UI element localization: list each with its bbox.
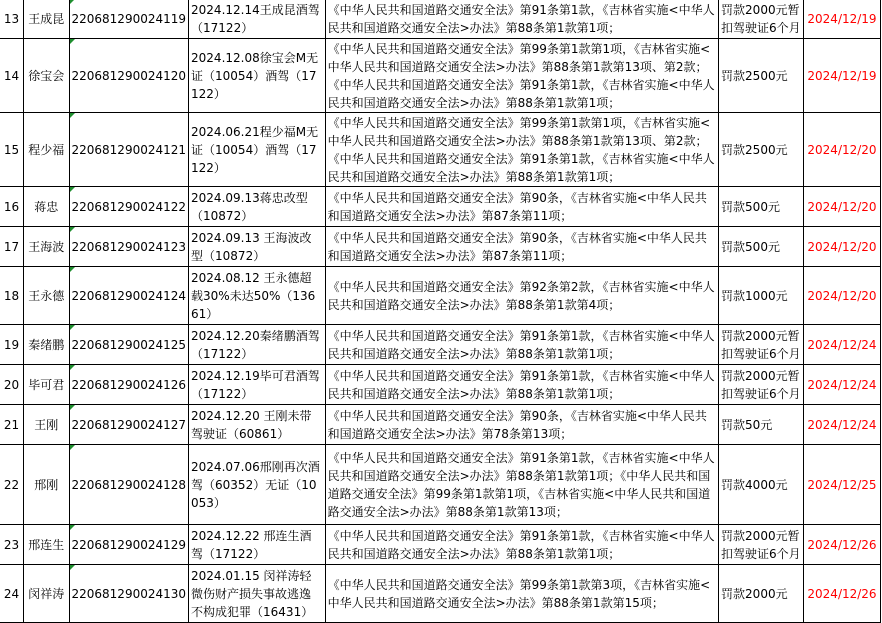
- person-name: 闵祥涛: [23, 565, 69, 623]
- person-name: 王成昆: [23, 0, 69, 39]
- row-number: 23: [0, 525, 23, 565]
- legal-basis: 《中华人民共和国道路交通安全法》第92条第2款，《吉林省实施<中华人民共和国道路交通安全法>办法》第88条第1款第4项；: [325, 267, 718, 325]
- decision-date: 2024/12/20: [804, 227, 881, 267]
- penalty: 罚款2000元暂扣驾驶证6个月: [719, 0, 804, 39]
- person-name: 秦绪鹏: [23, 325, 69, 365]
- case-description: 2024.12.22 邢连生酒驾（17122）: [189, 525, 326, 565]
- case-description: 2024.12.08徐宝会M无证（10054）酒驾（17122）: [189, 39, 326, 113]
- penalty: 罚款50元: [719, 405, 804, 445]
- record-id: 220681290024123: [69, 227, 189, 267]
- table-row: [0, 39, 881, 113]
- case-description: 2024.07.06邢刚再次酒驾（60352）无证（10053）: [189, 445, 326, 525]
- decision-date: 2024/12/25: [804, 445, 881, 525]
- decision-date: 2024/12/26: [804, 565, 881, 623]
- case-description: 2024.09.13 王海波改型（10872）: [189, 227, 326, 267]
- table-row: [0, 525, 881, 565]
- person-name: 王刚: [23, 405, 69, 445]
- legal-basis: 《中华人民共和国道路交通安全法》第91条第1款，《吉林省实施<中华人民共和国道路交通安全法>办法》第88条第1款第1项；: [325, 0, 718, 39]
- penalty: 罚款2000元暂扣驾驶证6个月: [719, 525, 804, 565]
- case-description: 2024.12.14王成昆酒驾（17122）: [189, 0, 326, 39]
- person-name: 王永德: [23, 267, 69, 325]
- row-number: 15: [0, 113, 23, 187]
- record-id: 220681290024119: [69, 0, 189, 39]
- penalty: 罚款2000元: [719, 565, 804, 623]
- table-row: [0, 0, 881, 39]
- legal-basis: 《中华人民共和国道路交通安全法》第91条第1款，《吉林省实施<中华人民共和国道路交通安全法>办法》第88条第1款第1项；: [325, 525, 718, 565]
- record-id: 220681290024122: [69, 187, 189, 227]
- legal-basis: 《中华人民共和国道路交通安全法》第91条第1款，《吉林省实施<中华人民共和国道路交通安全法>办法》第88条第1款第1项；: [325, 325, 718, 365]
- penalty: 罚款2500元: [719, 113, 804, 187]
- table-row: [0, 445, 881, 525]
- legal-basis: 《中华人民共和国道路交通安全法》第91条第1款，《吉林省实施<中华人民共和国道路交通安全法>办法》第88条第1款第1项；: [325, 365, 718, 405]
- penalty: 罚款500元: [719, 187, 804, 227]
- person-name: 毕可君: [23, 365, 69, 405]
- case-description: 2024.06.21程少福M无证（10054）酒驾（17122）: [189, 113, 326, 187]
- row-number: 22: [0, 445, 23, 525]
- penalty: 罚款2000元暂扣驾驶证6个月: [719, 325, 804, 365]
- penalty: 罚款4000元: [719, 445, 804, 525]
- table-row: [0, 405, 881, 445]
- decision-date: 2024/12/19: [804, 0, 881, 39]
- person-name: 蒋忠: [23, 187, 69, 227]
- person-name: 邢连生: [23, 525, 69, 565]
- record-id: 220681290024127: [69, 405, 189, 445]
- person-name: 程少福: [23, 113, 69, 187]
- row-number: 13: [0, 0, 23, 39]
- table-row: [0, 227, 881, 267]
- decision-date: 2024/12/24: [804, 365, 881, 405]
- table-row: [0, 365, 881, 405]
- decision-date: 2024/12/20: [804, 187, 881, 227]
- row-number: 16: [0, 187, 23, 227]
- row-number: 19: [0, 325, 23, 365]
- person-name: 王海波: [23, 227, 69, 267]
- record-id: 220681290024120: [69, 39, 189, 113]
- record-id: 220681290024128: [69, 445, 189, 525]
- case-description: 2024.12.20秦绪鹏酒驾（17122）: [189, 325, 326, 365]
- legal-basis: 《中华人民共和国道路交通安全法》第90条，《吉林省实施<中华人民共和国道路交通安全法>办法》第87条第11项；: [325, 187, 718, 227]
- case-description: 2024.09.13蒋忠改型（10872）: [189, 187, 326, 227]
- decision-date: 2024/12/24: [804, 405, 881, 445]
- person-name: 邢刚: [23, 445, 69, 525]
- record-id: 220681290024126: [69, 365, 189, 405]
- record-id: 220681290024124: [69, 267, 189, 325]
- record-id: 220681290024129: [69, 525, 189, 565]
- row-number: 18: [0, 267, 23, 325]
- table-row: [0, 113, 881, 187]
- row-number: 17: [0, 227, 23, 267]
- decision-date: 2024/12/26: [804, 525, 881, 565]
- case-description: 2024.12.20 王刚未带驾驶证（60861）: [189, 405, 326, 445]
- legal-basis: 《中华人民共和国道路交通安全法》第91条第1款，《吉林省实施<中华人民共和国道路交通安全法>办法》第88条第1款第1项；《中华人民共和国道路交通安全法》第99条第1款第1项，《吉林省实施<中华人民共和国道路交通安全法>办法》第88条第1款第13项；: [325, 445, 718, 525]
- table-row: [0, 325, 881, 365]
- decision-date: 2024/12/19: [804, 39, 881, 113]
- decision-date: 2024/12/20: [804, 267, 881, 325]
- record-id: 220681290024125: [69, 325, 189, 365]
- penalty: 罚款2000元暂扣驾驶证6个月: [719, 365, 804, 405]
- legal-basis: 《中华人民共和国道路交通安全法》第99条第1款第1项，《吉林省实施<中华人民共和国道路交通安全法>办法》第88条第1款第13项、第2款；《中华人民共和国道路交通安全法》第91条第1款，《吉林省实施<中华人民共和国道路交通安全法>办法》第88条第1款第1项；: [325, 39, 718, 113]
- legal-basis: 《中华人民共和国道路交通安全法》第99条第1款第3项，《吉林省实施<中华人民共和国道路交通安全法>办法》第88条第1款第15项；: [325, 565, 718, 623]
- table-row: [0, 187, 881, 227]
- legal-basis: 《中华人民共和国道路交通安全法》第90条，《吉林省实施<中华人民共和国道路交通安全法>办法》第87条第11项；: [325, 227, 718, 267]
- decision-date: 2024/12/20: [804, 113, 881, 187]
- table-row: [0, 267, 881, 325]
- person-name: 徐宝会: [23, 39, 69, 113]
- penalty: 罚款2500元: [719, 39, 804, 113]
- record-id: 220681290024130: [69, 565, 189, 623]
- case-description: 2024.01.15 闵祥涛轻微伤财产损失事故逃逸不构成犯罪（16431）: [189, 565, 326, 623]
- row-number: 14: [0, 39, 23, 113]
- penalty: 罚款1000元: [719, 267, 804, 325]
- row-number: 20: [0, 365, 23, 405]
- legal-basis: 《中华人民共和国道路交通安全法》第99条第1款第1项，《吉林省实施<中华人民共和国道路交通安全法>办法》第88条第1款第13项、第2款；《中华人民共和国道路交通安全法》第91条第1款，《吉林省实施<中华人民共和国道路交通安全法>办法》第88条第1款第1项；: [325, 113, 718, 187]
- row-number: 24: [0, 565, 23, 623]
- decision-date: 2024/12/24: [804, 325, 881, 365]
- case-description: 2024.12.19毕可君酒驾（17122）: [189, 365, 326, 405]
- record-id: 220681290024121: [69, 113, 189, 187]
- row-number: 21: [0, 405, 23, 445]
- legal-basis: 《中华人民共和国道路交通安全法》第90条，《吉林省实施<中华人民共和国道路交通安全法>办法》第78条第13项；: [325, 405, 718, 445]
- case-description: 2024.08.12 王永德超载30%未达50%（13661）: [189, 267, 326, 325]
- penalty: 罚款500元: [719, 227, 804, 267]
